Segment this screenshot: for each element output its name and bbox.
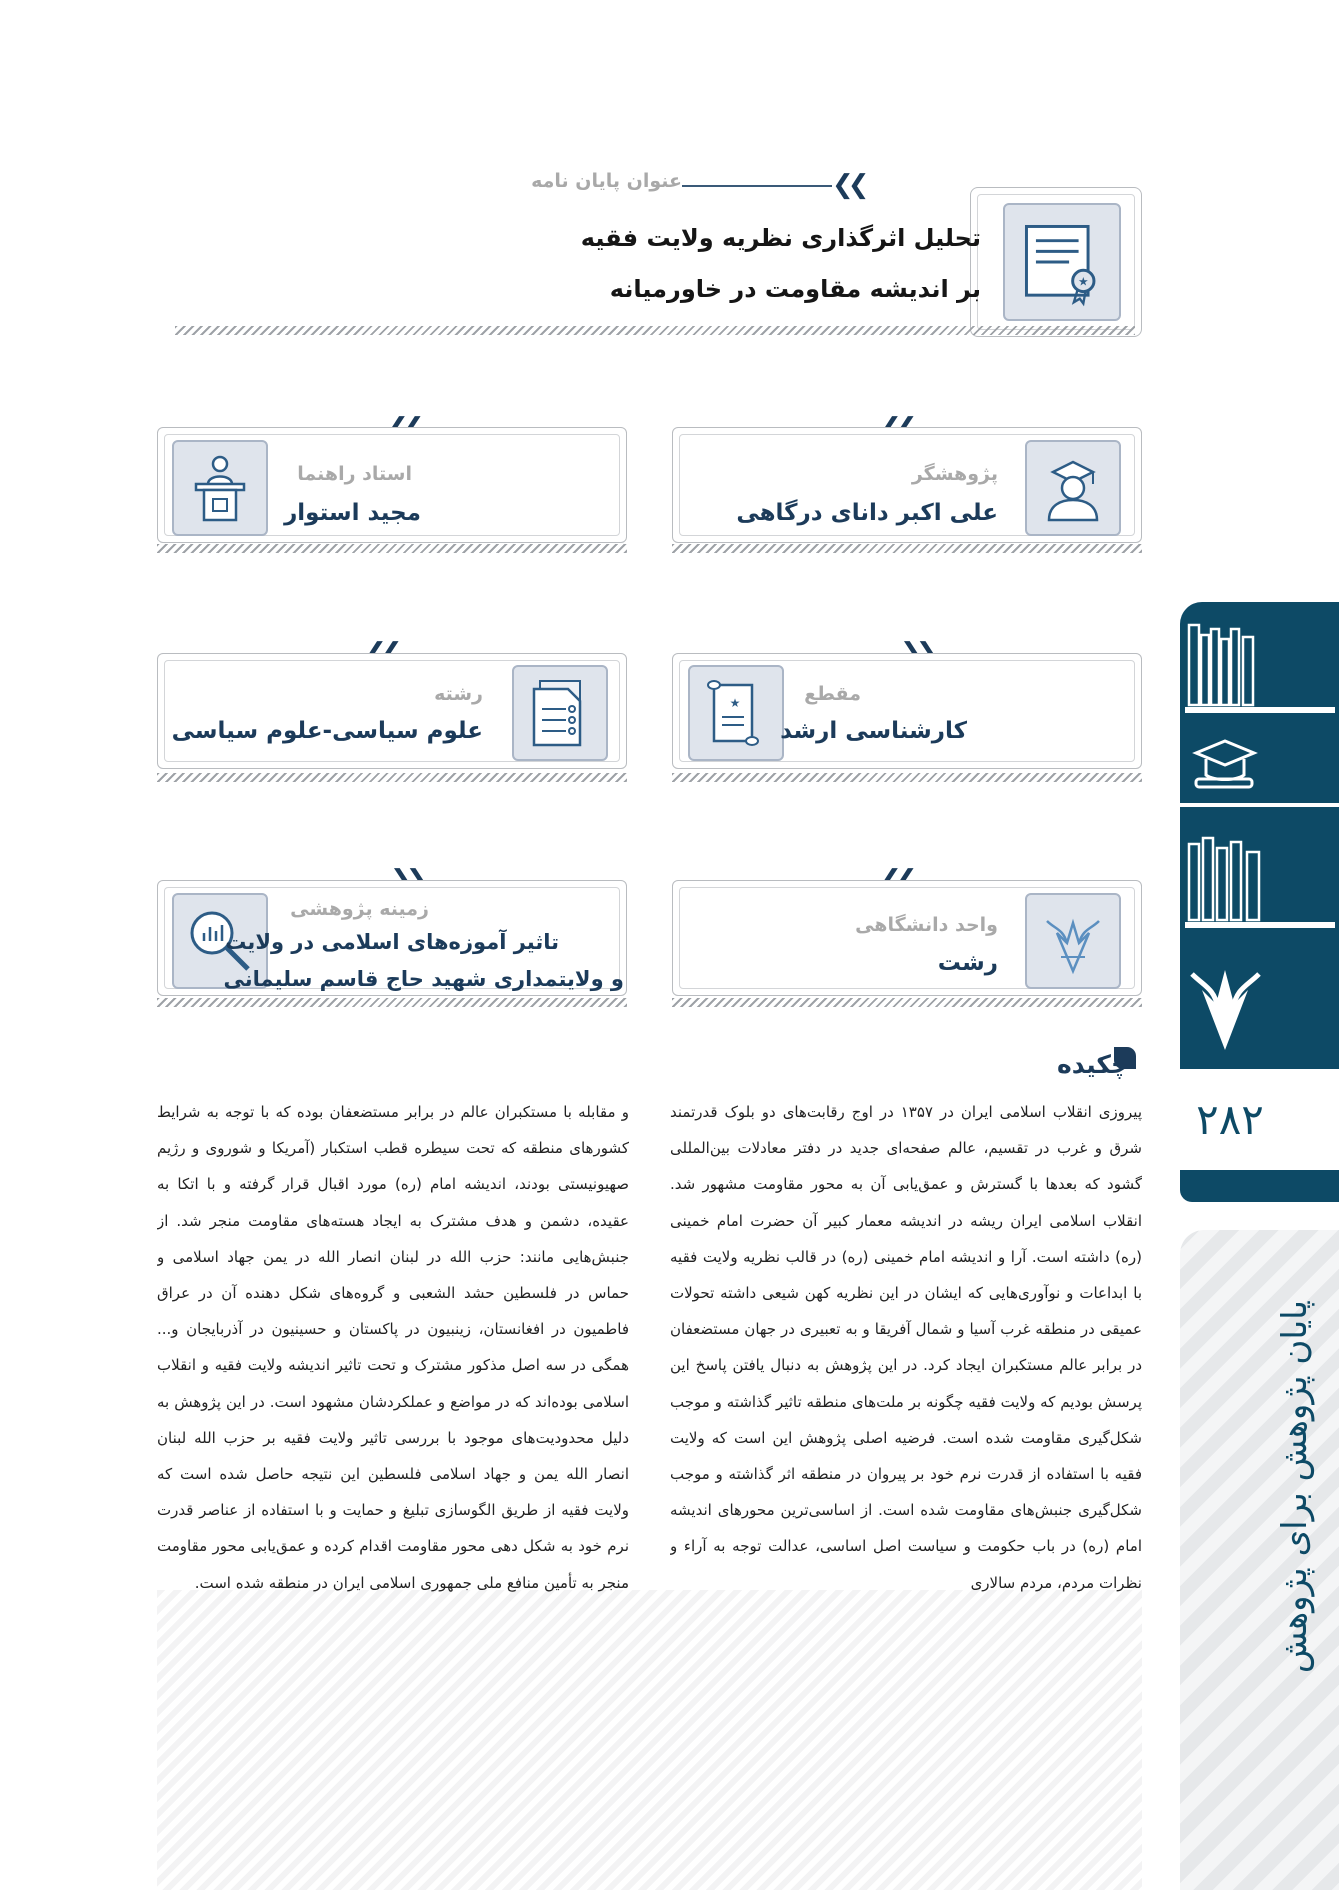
- title-label: عنوان پایان نامه: [531, 170, 682, 192]
- chevron-icon: ❮❮: [832, 170, 864, 200]
- thesis-title-line1: تحلیل اثرگذاری نظریه ولایت فقیه: [580, 224, 981, 252]
- books-icon: [1185, 615, 1335, 725]
- unit-hatch: [672, 998, 1142, 1007]
- area-value-line2: و ولایتمداری شهید حاج قاسم سلیمانی: [223, 967, 624, 991]
- sidebar-bottom-band: [1180, 1170, 1339, 1202]
- abstract-column-left: [157, 1094, 629, 1642]
- page-number: ۲۸۲: [1196, 1095, 1264, 1144]
- lectern-speaker-icon: [172, 440, 268, 536]
- unit-value: رشت: [937, 950, 998, 976]
- abstract-text-right: پیروزی انقلاب اسلامی ایران در ۱۳۵۷ در اوج رقابت‌های دو بلوک قدرتمند شرق و غرب در تقسیم، عالم صفحه‌ای جدید در دفتر معادلات بین‌المللی گشود که بعدها با گسترش و عمق‌یابی آن به محور مقاومت مشهور شد. انقلاب اسلامی ایران ریشه در اندیشه معمار کبیر آن حضرت امام خمینی (ره) داشته است. آرا و اندیشه امام خمینی (ره) در قالب نظریه ولایت فقیه با ابداعات و نوآوری‌هایی که ایشان در این نظریه کهن شیعی داشته تحولات عمیقی در منطقه غرب آسیا و شمال آفریقا و به تعبیری در جهان مستضعفان در برابر عالم مستکبران ایجاد کرد. در این پژوهش به دنبال یافتن پاسخ این پرسش بودیم که ولایت فقیه چگونه بر ملت‌های منطقه تاثیر گذاشته و موجب شکل‌گیری مقاومت شده است. فرضیه اصلی پژوهش این است که ولایت فقیه با استفاده از قدرت نرم خود بر پیروان در منطقه اثر گذاشته و موجب شکل‌گیری جنبش‌های مقاومت شده است. از اساسی‌ترین محورهای اندیشه امام (ره) در باب حکومت و سیاست اصل اساسی، عدالت توجه به آراء و نظرات مردم، مردم سالاری: [670, 1103, 1142, 1592]
- area-label: زمینه پژوهشی: [290, 898, 429, 920]
- abstract-column-right: [670, 1094, 1142, 1642]
- advisor-label: استاد راهنما: [297, 463, 412, 485]
- university-emblem-icon: [1025, 893, 1121, 989]
- abstract-text-left: و مقابله با مستکبران عالم در برابر مستضعفان بوده که با توجه به شرایط کشورهای منطقه که تحت سیطره قطب استکبار (آمریکا و شوروی و رژیم صهیونیستی بودند، اندیشه امام (ره) مورد اقبال قرار گرفته و با اتکا به عقیده، دشمن و هدف مشترک به ایجاد هسته‌های مقاومت منجر شد. از جنبش‌هایی مانند: حزب الله در لبنان انصار الله در یمن جهاد اسلامی و حماس در فلسطین حشد الشعبی و گروه‌های شکل دهنده آن در عراق فاطمیون در افغانستان، زینبیون در پاکستان و حسینیون در آذربایجان و... همگی در سه اصل مذکور مشترک و تحت تاثیر اندیشه ولایت فقیه و انقلاب اسلامی بوده‌اند که در مواضع و عملکردشان مشهود است. در این پژوهش به دلیل محدودیت‌های موجود با بررسی تاثیر ولایت فقیه بر حزب الله لبنان انصار الله یمن و جهاد اسلامی فلسطین این نتیجه حاصل شده است که ولایت فقیه از طریق الگوسازی تبلیغ و حمایت و با استفاده از عناصر قدرت نرم خود به شکل دهی محور مقاومت اقدام کرده و عمق‌یابی محور مقاومت منجر به تأمین منافع ملی جمهوری اسلامی ایران در منطقه شده است.: [157, 1103, 629, 1592]
- advisor-hatch: [157, 544, 627, 553]
- degree-label: مقطع: [804, 683, 861, 705]
- books-icon-2: [1185, 830, 1335, 940]
- advisor-name: مجید استوار: [284, 500, 421, 526]
- thesis-title-line2: بر اندیشه مقاومت در خاورمیانه: [609, 275, 981, 303]
- sidebar-vertical-title: پایان پژوهش برای پژوهش: [1275, 1300, 1315, 1674]
- university-logo-icon: [1188, 950, 1263, 1060]
- major-hatch: [157, 773, 627, 782]
- area-value-line1: تاثیر آموزه‌های اسلامی در ولایت: [225, 930, 559, 954]
- diploma-cap-icon: [1190, 735, 1260, 795]
- researcher-label: پژوهشگر: [911, 463, 998, 485]
- svg-text:★: ★: [729, 696, 741, 710]
- title-hatch: [175, 326, 1135, 335]
- degree-value: کارشناسی ارشد: [780, 718, 967, 744]
- researcher-name: علی اکبر دانای درگاهی: [736, 500, 998, 526]
- scroll-icon: [688, 665, 784, 761]
- degree-hatch: [672, 773, 1142, 782]
- area-hatch: [157, 998, 627, 1007]
- researcher-hatch: [672, 544, 1142, 553]
- certificate-icon: [1003, 203, 1121, 321]
- document-list-icon: [512, 665, 608, 761]
- major-value: علوم سیاسی-علوم سیاسی: [171, 718, 483, 744]
- unit-label: واحد دانشگاهی: [855, 914, 998, 936]
- svg-text:★: ★: [1078, 274, 1089, 289]
- shelf-divider: [1180, 803, 1339, 807]
- major-label: رشته: [434, 683, 483, 705]
- title-ruler: [682, 185, 832, 187]
- graduate-icon: [1025, 440, 1121, 536]
- abstract-heading: چکیده: [1057, 1050, 1129, 1079]
